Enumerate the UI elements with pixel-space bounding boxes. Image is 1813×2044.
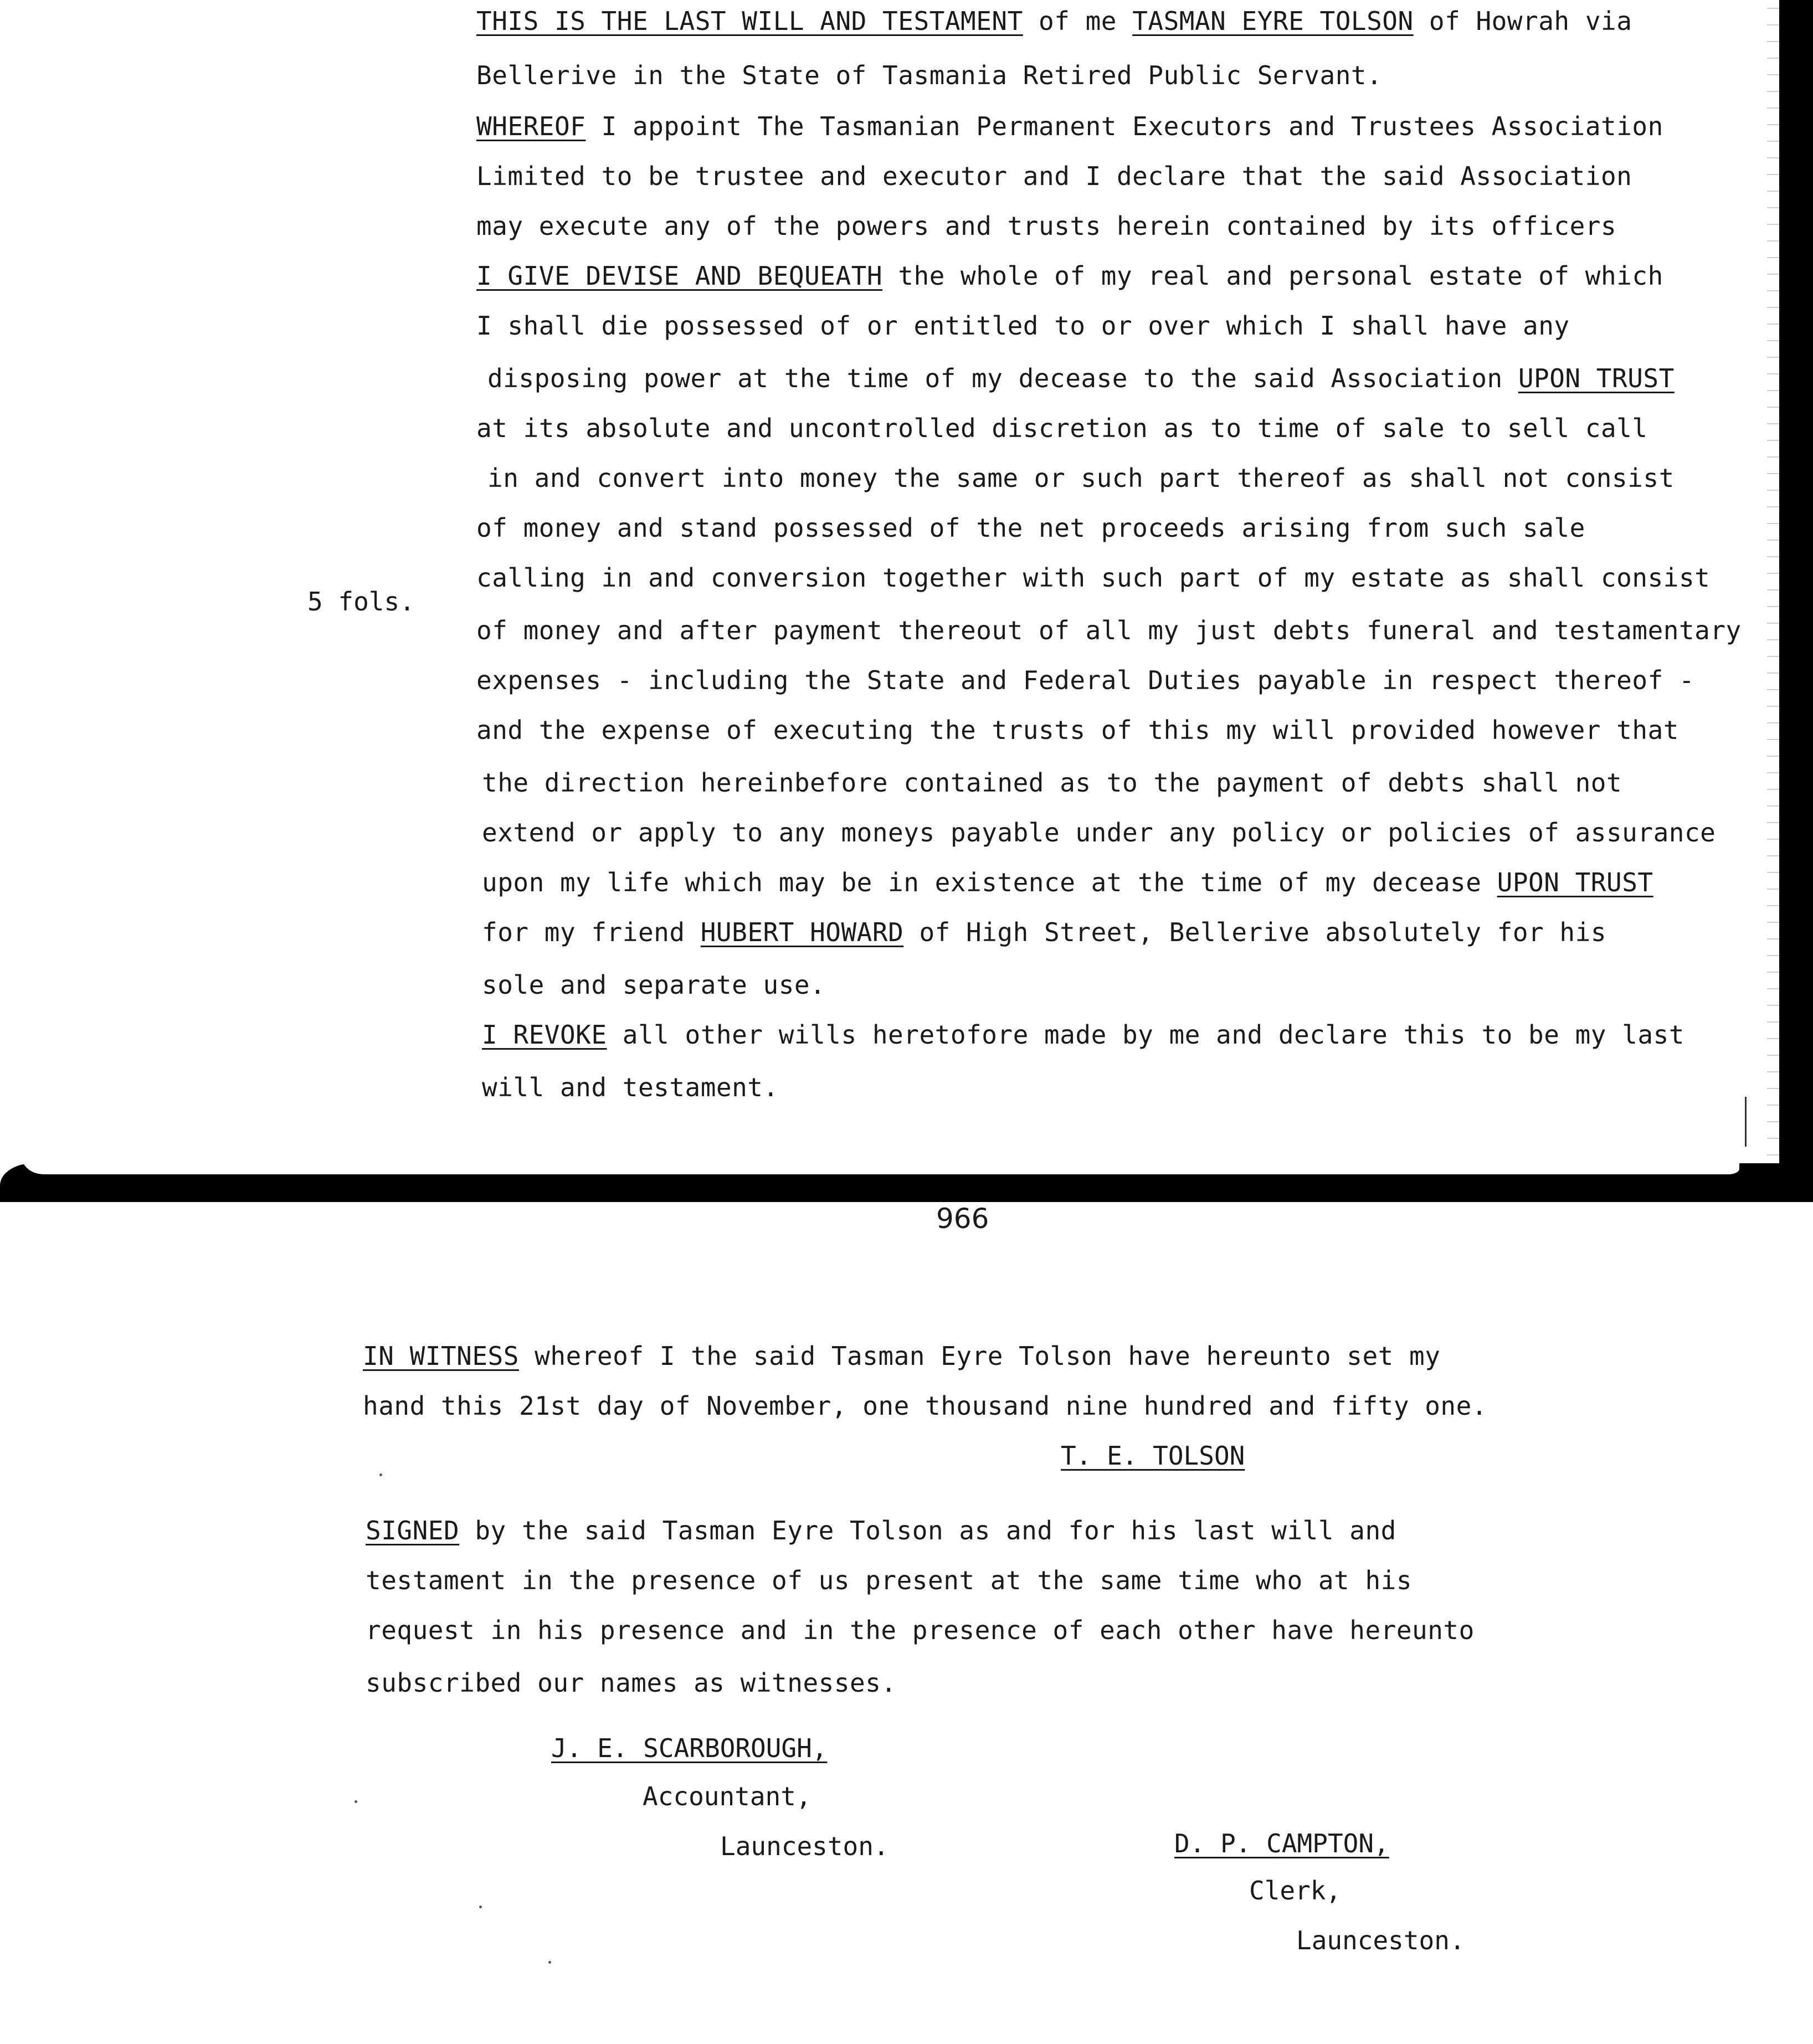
scan-speck	[479, 1906, 482, 1908]
text-line	[476, 715, 1679, 746]
witness-2-occupation: Clerk,	[1249, 1876, 1342, 1906]
text-run: will and testament.	[482, 1072, 779, 1102]
text-run: at its absolute and uncontrolled discretion as to time of sale to sell call	[476, 413, 1648, 443]
text-line	[476, 615, 1742, 646]
text-line	[476, 111, 1663, 142]
text-line	[482, 767, 1622, 798]
text-run: disposing power at the time of my decease to the said Association	[487, 363, 1518, 393]
underlined-phrase: IN WITNESS	[363, 1341, 519, 1371]
text-run: testament in the presence of us present at the same time who at his	[366, 1565, 1413, 1595]
text-line	[366, 1615, 1475, 1646]
text-line	[487, 463, 1675, 494]
text-run: hand this 21st day of November, one thousand nine hundred and fifty one.	[363, 1391, 1487, 1421]
text-run: of Howrah via	[1413, 6, 1632, 36]
text-run: of me	[1023, 6, 1133, 36]
text-line	[476, 60, 1382, 91]
witness-1-occupation: Accountant,	[643, 1781, 812, 1811]
underlined-phrase: I GIVE DEVISE AND BEQUEATH	[476, 261, 883, 291]
text-run: may execute any of the powers and trusts herein contained by its officers	[476, 211, 1617, 241]
text-run: upon my life which may be in existence at the time of my decease	[482, 867, 1497, 897]
text-run: sole and separate use.	[482, 970, 826, 1000]
text-run: I shall die possessed of or entitled to or over which I shall have any	[476, 311, 1570, 341]
underlined-phrase: SIGNED	[366, 1516, 460, 1545]
text-run: Limited to be trustee and executor and I declare that the said Association	[476, 161, 1632, 191]
text-line	[482, 817, 1716, 848]
text-run: expenses - including the State and Federal Duties payable in respect thereof -	[476, 665, 1695, 695]
underlined-phrase: WHEREOF	[476, 111, 586, 141]
text-line	[476, 512, 1585, 543]
text-line	[482, 867, 1653, 898]
text-line	[476, 161, 1632, 192]
text-run: of money and after payment thereout of all my just debts funeral and testamentary	[476, 615, 1742, 645]
witness-1-place: Launceston.	[720, 1831, 889, 1861]
text-line	[482, 1019, 1684, 1050]
text-line	[487, 363, 1675, 394]
text-run: calling in and conversion together with such part of my estate as shall consist	[476, 563, 1711, 593]
text-line	[366, 1515, 1396, 1546]
text-line	[476, 562, 1710, 593]
witness-2-place: Launceston.	[1296, 1925, 1465, 1955]
underlined-phrase: UPON TRUST	[1518, 363, 1675, 393]
underlined-phrase: HUBERT HOWARD	[700, 917, 904, 947]
text-run: request in his presence and in the presence of each other have hereunto	[366, 1615, 1475, 1645]
text-line	[482, 1072, 779, 1103]
page-edge-bottom	[0, 1163, 1813, 1202]
text-line	[482, 969, 825, 1000]
text-line	[476, 413, 1648, 444]
underlined-phrase: I REVOKE	[482, 1020, 607, 1050]
scan-speck	[355, 1800, 357, 1803]
text-line	[482, 917, 1606, 948]
text-run: of High Street, Bellerive absolutely for his	[903, 917, 1607, 947]
text-run: whereof I the said Tasman Eyre Tolson have hereunto set my	[518, 1341, 1441, 1371]
text-run: extend or apply to any moneys payable under any policy or policies of assurance	[482, 818, 1716, 848]
text-run: all other wills heretofore made by me and declare this to be my last	[607, 1020, 1684, 1050]
text-run: and the expense of executing the trusts of this my will provided however that	[476, 715, 1679, 745]
text-run: of money and stand possessed of the net proceeds arising from such sale	[476, 513, 1585, 543]
scan-speck	[379, 1473, 382, 1476]
text-run: Bellerive in the State of Tasmania Retired Public Servant.	[476, 60, 1383, 90]
page-number: 966	[936, 1203, 989, 1235]
text-line	[476, 665, 1694, 696]
witness-1-name: J. E. SCARBOROUGH,	[551, 1733, 828, 1763]
text-line	[366, 1565, 1412, 1596]
edge-mark	[1745, 1097, 1747, 1147]
text-line	[363, 1341, 1440, 1372]
testator-signature: T. E. TOLSON	[1061, 1441, 1245, 1471]
text-run: the whole of my real and personal estate of which	[882, 261, 1663, 291]
text-run: subscribed our names as witnesses.	[366, 1668, 897, 1698]
underlined-phrase: TASMAN EYRE TOLSON	[1132, 6, 1414, 36]
text-line	[476, 6, 1632, 37]
text-line	[363, 1390, 1487, 1421]
text-line	[476, 210, 1616, 242]
text-run: I appoint The Tasmanian Permanent Executors and Trustees Association	[585, 111, 1663, 141]
text-line	[366, 1667, 897, 1698]
text-run: for my friend	[482, 917, 701, 947]
text-run: by the said Tasman Eyre Tolson as and for his last will and	[459, 1516, 1396, 1545]
margin-note: 5 fols.	[307, 587, 415, 617]
witness-2-name: D. P. CAMPTON,	[1174, 1829, 1389, 1858]
text-run: in and convert into money the same or such part thereof as shall not consist	[487, 463, 1675, 493]
text-run: the direction hereinbefore contained as to the payment of debts shall not	[482, 768, 1622, 798]
text-line	[476, 260, 1663, 291]
underlined-phrase: THIS IS THE LAST WILL AND TESTAMENT	[476, 6, 1023, 36]
text-line	[476, 310, 1570, 341]
page-edge-right	[1767, 0, 1813, 1202]
scan-speck	[548, 1961, 551, 1964]
underlined-phrase: UPON TRUST	[1497, 867, 1653, 897]
